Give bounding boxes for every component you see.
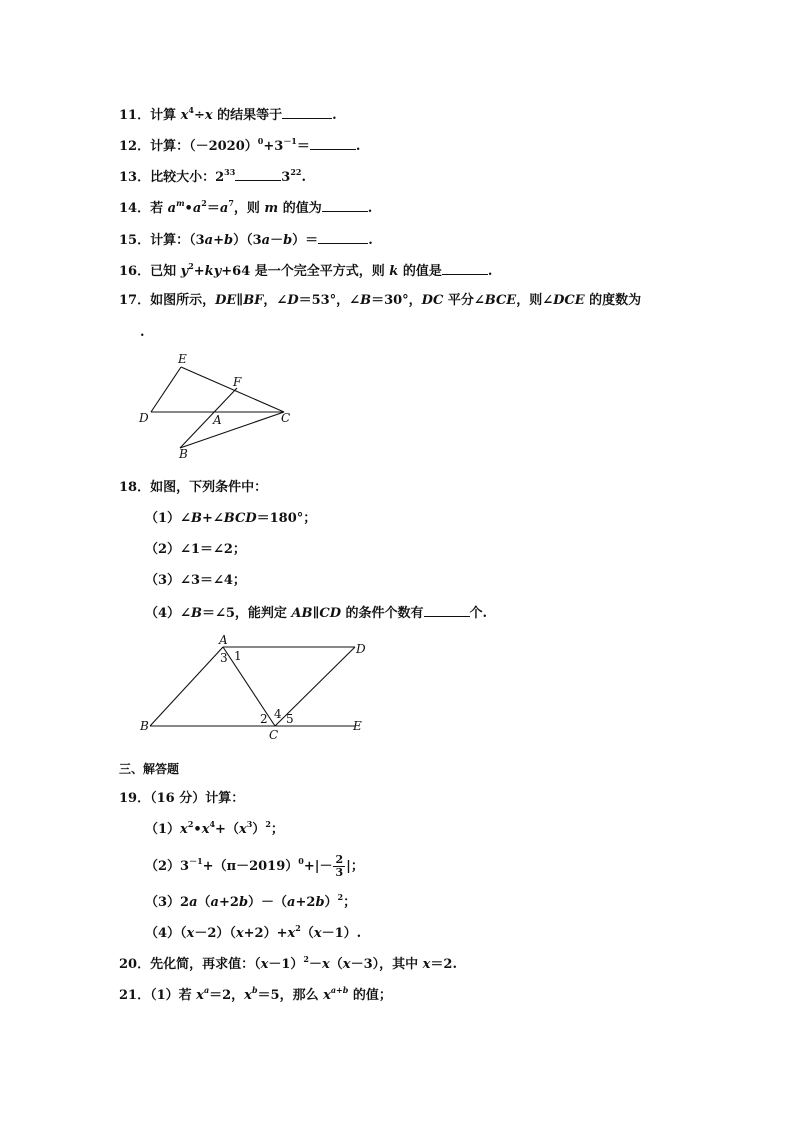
question-14: [119, 199, 372, 217]
var: a: [204, 233, 214, 248]
text: －1）: [268, 957, 304, 972]
question-11: [119, 106, 337, 124]
text: ＝: [206, 201, 220, 216]
exponent: 2: [303, 954, 309, 964]
text: 平分∠: [443, 293, 485, 308]
angle-3-label: 3: [220, 651, 228, 665]
var: BF: [243, 293, 264, 308]
text: ；: [343, 895, 357, 910]
exponent: 2: [187, 819, 194, 829]
var: a: [210, 895, 219, 910]
text: ＝2.: [430, 957, 457, 972]
var: DE: [215, 293, 237, 308]
figure-parallelogram-diagram: [135, 630, 375, 745]
question-19: [119, 791, 244, 807]
text: ÷: [193, 108, 205, 123]
exponent: 2: [188, 261, 194, 271]
label-f: F: [233, 375, 242, 389]
var: m: [264, 201, 279, 216]
var: BCE: [484, 293, 517, 308]
angle-2-label: 2: [260, 712, 268, 726]
var: B: [190, 606, 202, 621]
var: b: [238, 895, 249, 910]
var: B: [360, 293, 372, 308]
exponent: a+b: [330, 985, 349, 995]
text: －3），其中: [350, 957, 423, 972]
var: x: [180, 108, 189, 123]
exponent: b: [251, 985, 258, 995]
var: a: [192, 201, 202, 216]
text: －1）.: [321, 926, 362, 941]
exponent: 4: [188, 105, 194, 115]
text: （: [300, 926, 314, 941]
var: x: [313, 926, 322, 941]
question-number: 12．: [119, 139, 151, 154]
text: （2）∠1＝∠2；: [145, 542, 246, 557]
var: a: [189, 895, 198, 910]
angle-1-label: 1: [234, 649, 242, 663]
text: （1）若: [150, 988, 197, 1003]
var: k: [389, 264, 399, 279]
var: a: [287, 895, 296, 910]
text: .: [140, 325, 145, 340]
var: x: [180, 822, 188, 837]
exponent: 3: [246, 819, 253, 829]
text: +2: [218, 895, 239, 910]
answer-blank[interactable]: [318, 231, 368, 244]
text: ，则: [233, 201, 265, 216]
text: 计算：（3: [150, 233, 205, 248]
question-number: 14．: [119, 201, 151, 216]
answer-blank[interactable]: [282, 106, 332, 119]
answer-blank[interactable]: [424, 604, 470, 617]
label-c: C: [281, 411, 291, 425]
var: x: [323, 988, 331, 1003]
answer-blank[interactable]: [322, 199, 368, 212]
text: （1）: [145, 822, 181, 837]
answer-blank[interactable]: [310, 137, 356, 150]
var: x: [342, 957, 351, 972]
text: 计算：（－2020）: [150, 139, 258, 154]
text: .: [355, 139, 361, 154]
text: （4）∠: [145, 606, 191, 621]
text: ，则∠: [516, 293, 554, 308]
label-e: E: [178, 352, 187, 366]
text: （: [197, 895, 211, 910]
question-number: 16．: [119, 264, 151, 279]
question-20: [119, 954, 457, 973]
text: |；: [346, 859, 364, 874]
text: ∥: [236, 293, 244, 308]
var: b: [223, 233, 234, 248]
label-d: D: [139, 411, 149, 425]
var: CD: [319, 606, 342, 621]
text: +64 是一个完全平方式，则: [221, 264, 390, 279]
text: +（: [215, 822, 239, 837]
angle-4-label: 4: [274, 707, 282, 721]
text: （: [329, 957, 343, 972]
question-number: 17．: [119, 293, 151, 308]
figure-triangle-diagram: [130, 345, 300, 465]
question-17-end: [140, 325, 145, 341]
question-17: [119, 293, 641, 309]
text: （4）（: [145, 926, 187, 941]
text: －2）（: [194, 926, 236, 941]
text: 的值是: [398, 264, 442, 279]
question-21: [119, 985, 392, 1004]
text: ＝∠5，能判定: [201, 606, 292, 621]
text: .: [367, 201, 373, 216]
var: a: [219, 201, 229, 216]
text: 先化简，再求值：（: [150, 957, 261, 972]
exponent: m: [176, 198, 185, 208]
text: +: [213, 233, 224, 248]
var: x: [238, 822, 247, 837]
question-18: [119, 480, 267, 496]
label-a: A: [213, 413, 222, 427]
text: +3: [263, 139, 284, 154]
var: a: [167, 201, 177, 216]
text: 的结果等于: [212, 108, 283, 123]
text: ＝: [296, 139, 310, 154]
label-a: A: [219, 633, 228, 647]
var: BCD: [223, 511, 257, 526]
section-heading: 三、解答题: [119, 762, 180, 776]
var: x: [260, 957, 269, 972]
exponent: 22: [290, 167, 302, 177]
text: 计算: [150, 108, 181, 123]
text: 的值为: [278, 201, 322, 216]
text: .: [301, 170, 306, 185]
text: （3）∠3＝∠4；: [145, 573, 246, 588]
exponent: －1: [189, 856, 203, 866]
question-number: 20．: [119, 957, 151, 972]
text: •: [193, 822, 202, 837]
text: 个.: [469, 606, 488, 621]
text: +|－: [303, 859, 333, 874]
exponent: 33: [224, 167, 236, 177]
exponent: a: [203, 985, 210, 995]
text: ＝53°，∠: [298, 293, 361, 308]
text: +2）+: [243, 926, 288, 941]
text: .: [487, 264, 493, 279]
var: D: [287, 293, 299, 308]
var: x: [204, 108, 213, 123]
exponent: 2: [201, 198, 207, 208]
denominator: 3: [335, 866, 344, 879]
text: ）: [252, 822, 266, 837]
var: AB: [291, 606, 313, 621]
var: DCE: [553, 293, 585, 308]
exponent: 0: [298, 856, 304, 866]
var: x: [235, 926, 244, 941]
q18-condition-4: [145, 604, 487, 622]
question-13: [119, 168, 306, 186]
exponent: －1: [283, 136, 297, 146]
label-c: C: [269, 728, 279, 742]
text: ＝180°；: [256, 511, 317, 526]
label-e: E: [353, 719, 362, 733]
text: +∠: [201, 511, 224, 526]
question-number: 18．: [119, 480, 151, 495]
answer-blank[interactable]: [235, 168, 281, 181]
var: b: [283, 233, 293, 248]
text: （2）3: [145, 859, 190, 874]
q19-part-4: [145, 923, 362, 942]
question-16: [119, 262, 492, 280]
var: x: [186, 926, 195, 941]
text: 若: [150, 201, 168, 216]
text: .: [368, 233, 373, 248]
text: （3）2: [145, 895, 190, 910]
text: 如图所示，: [150, 293, 216, 308]
exponent: 2: [337, 892, 344, 902]
text: 比较大小：2: [150, 170, 225, 185]
numerator: 2: [335, 853, 344, 866]
q19-part-2: [145, 854, 364, 879]
var: x: [422, 957, 431, 972]
text: 的条件个数有: [341, 606, 424, 621]
q19-part-1: [145, 819, 284, 838]
question-number: 13．: [119, 170, 151, 185]
text: ＝30°，: [371, 293, 422, 308]
text: 如图，下列条件中：: [150, 480, 268, 495]
var: a: [261, 233, 271, 248]
text: 3: [281, 170, 291, 185]
text: ∥: [312, 606, 320, 621]
var: b: [315, 895, 325, 910]
exponent: 4: [209, 819, 216, 829]
exponent: 2: [265, 819, 271, 829]
label-b: B: [140, 719, 149, 733]
text: +2: [295, 895, 316, 910]
var: x: [287, 926, 296, 941]
question-number: 15．: [119, 233, 151, 248]
text: ）（3: [233, 233, 262, 248]
label-b: B: [179, 447, 188, 461]
text: ）: [324, 895, 338, 910]
label-d: D: [356, 642, 366, 656]
question-12: [119, 137, 360, 155]
text: ）＝: [292, 233, 319, 248]
text: ＝2，: [209, 988, 245, 1003]
text: +: [193, 264, 205, 279]
text: +（π－2019）: [202, 859, 299, 874]
fraction: [333, 854, 345, 879]
q18-condition-2: [145, 542, 246, 558]
var: y: [213, 264, 222, 279]
angle-5-label: 5: [286, 712, 294, 726]
text: ）－（: [248, 895, 288, 910]
text: ，∠: [263, 293, 288, 308]
text: .: [332, 108, 337, 123]
var: x: [201, 822, 210, 837]
exponent: 2: [295, 923, 301, 933]
text: 的度数为: [584, 293, 642, 308]
var: x: [322, 957, 330, 972]
var: B: [190, 511, 202, 526]
answer-blank[interactable]: [442, 262, 488, 275]
text: （16 分）计算：: [150, 791, 245, 806]
exponent: 0: [257, 136, 264, 146]
text: －: [309, 957, 323, 972]
question-number: 19．: [119, 791, 151, 806]
question-number: 21．: [119, 988, 151, 1003]
text: •: [184, 201, 193, 216]
text: 的值；: [348, 988, 392, 1003]
text: －: [270, 233, 284, 248]
text: ；: [270, 822, 284, 837]
q19-part-3: [145, 892, 357, 911]
question-15: [119, 231, 373, 249]
text: 已知: [150, 264, 181, 279]
question-number: 11．: [119, 108, 151, 123]
q18-condition-3: [145, 573, 246, 589]
var: k: [204, 264, 214, 279]
var: x: [244, 988, 252, 1003]
var: DC: [421, 293, 444, 308]
exponent: 7: [228, 198, 234, 208]
text: （1）∠: [145, 511, 191, 526]
var: y: [180, 264, 189, 279]
var: x: [196, 988, 204, 1003]
q18-condition-1: [145, 511, 316, 527]
text: ＝5，那么: [257, 988, 324, 1003]
